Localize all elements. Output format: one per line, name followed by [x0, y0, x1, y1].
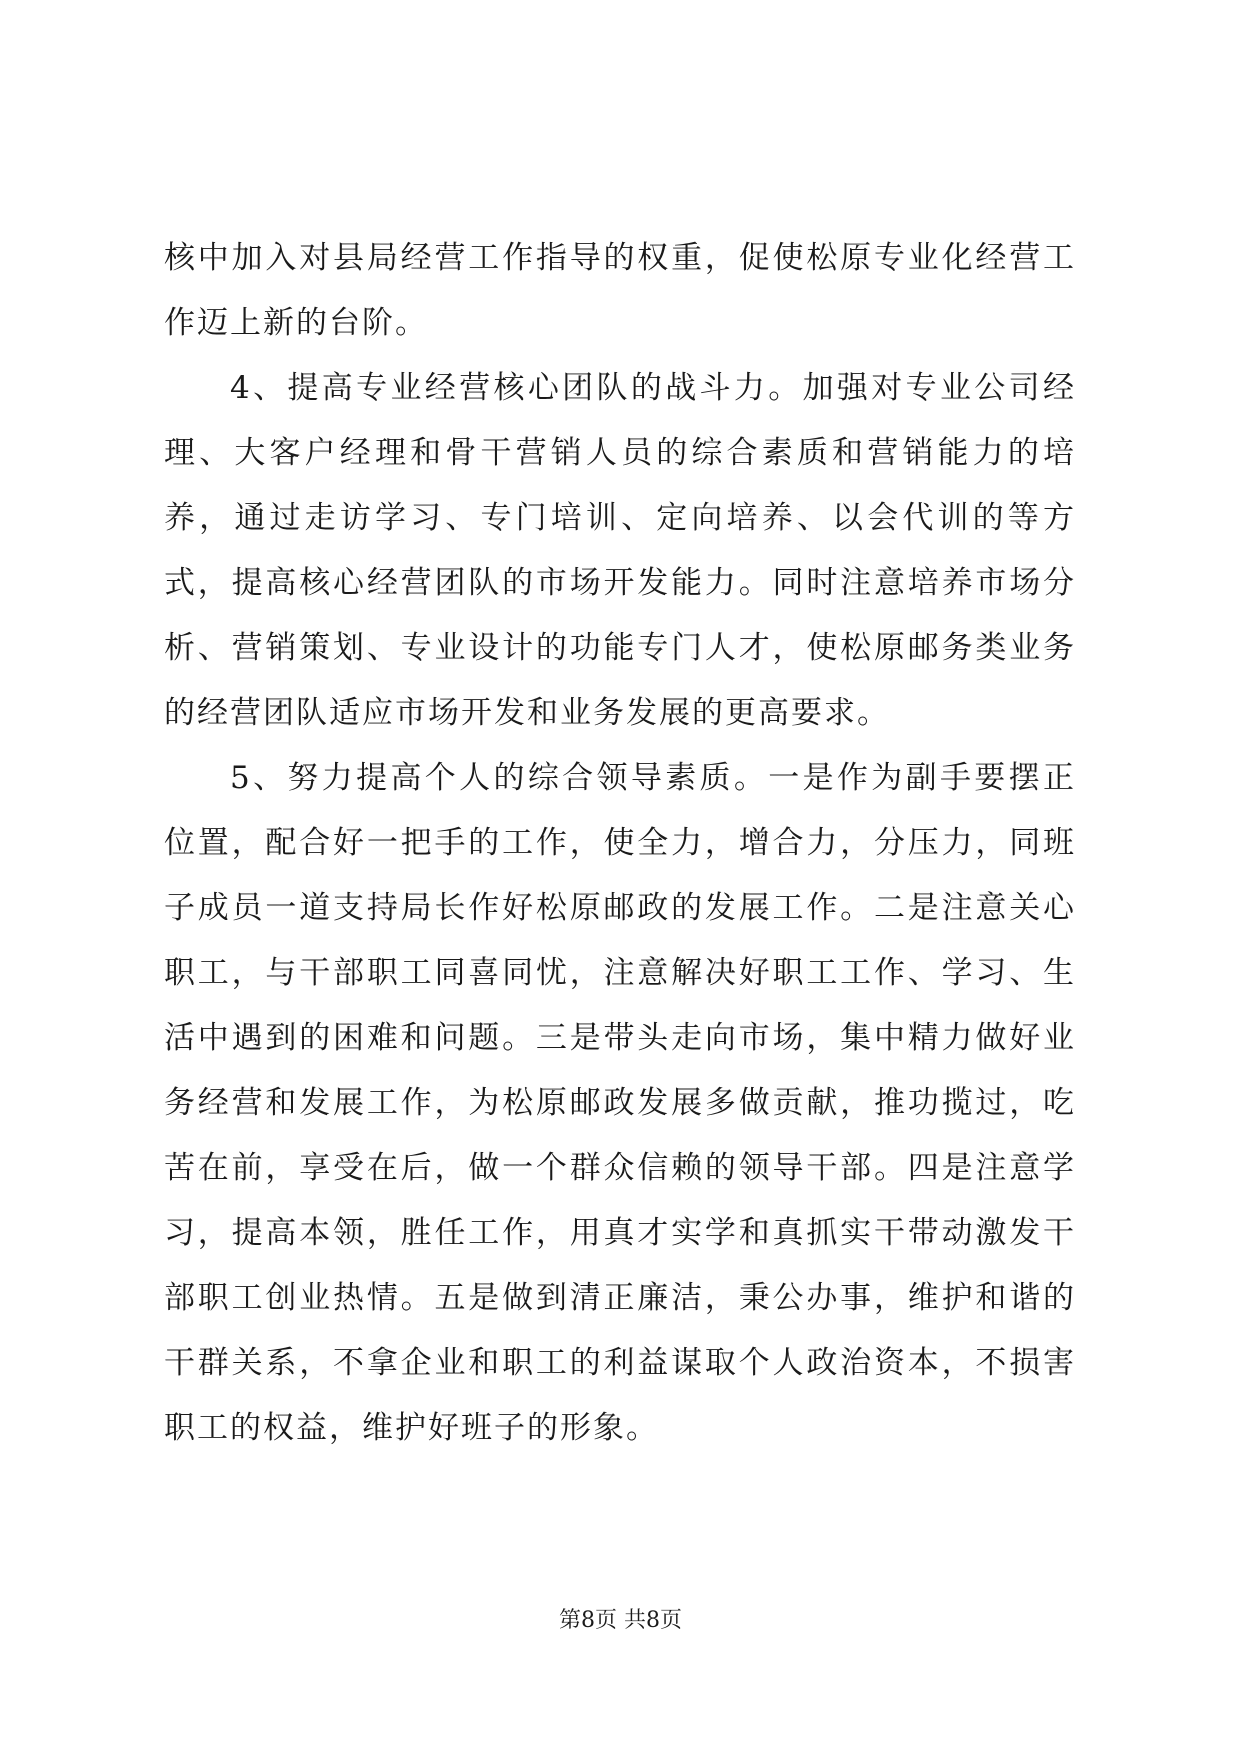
document-body [164, 226, 1076, 1461]
paragraph-item-5: 5、努力提高个人的综合领导素质。一是作为副手要摆正位置，配合好一把手的工作，使全力，增合力，分压力，同班子成员一道支持局长作好松原邮政的发展工作。二是注意关心职工，与干部职工同喜同忧，注意解决好职工工作、学习、生活中遇到的困难和问题。三是带头走向市场，集中精力做好业务经营和发展工作，为松原邮政发展多做贡献，推功揽过，吃苦在前，享受在后，做一个群众信赖的领导干部。四是注意学习，提高本领，胜任工作，用真才实学和真抓实干带动激发干部职工创业热情。五是做到清正廉洁，秉公办事，维护和谐的干群关系，不拿企业和职工的利益谋取个人政治资本，不损害职工的权益，维护好班子的形象。 [164, 760, 1076, 1446]
paragraph-item-4: 4、提高专业经营核心团队的战斗力。加强对专业公司经理、大客户经理和骨干营销人员的综合素质和营销能力的培养，通过走访学习、专门培训、定向培养、以会代训的等方式，提高核心经营团队的市场开发能力。同时注意培养市场分析、营销策划、专业设计的功能专门人才，使松原邮务类业务的经营团队适应市场开发和业务发展的更高要求。 [164, 370, 1076, 731]
paragraph-continuation: 核中加入对县局经营工作指导的权重，促使松原专业化经营工作迈上新的台阶。 [164, 240, 1076, 341]
page-footer: 第8页 共8页 [559, 1608, 682, 1633]
